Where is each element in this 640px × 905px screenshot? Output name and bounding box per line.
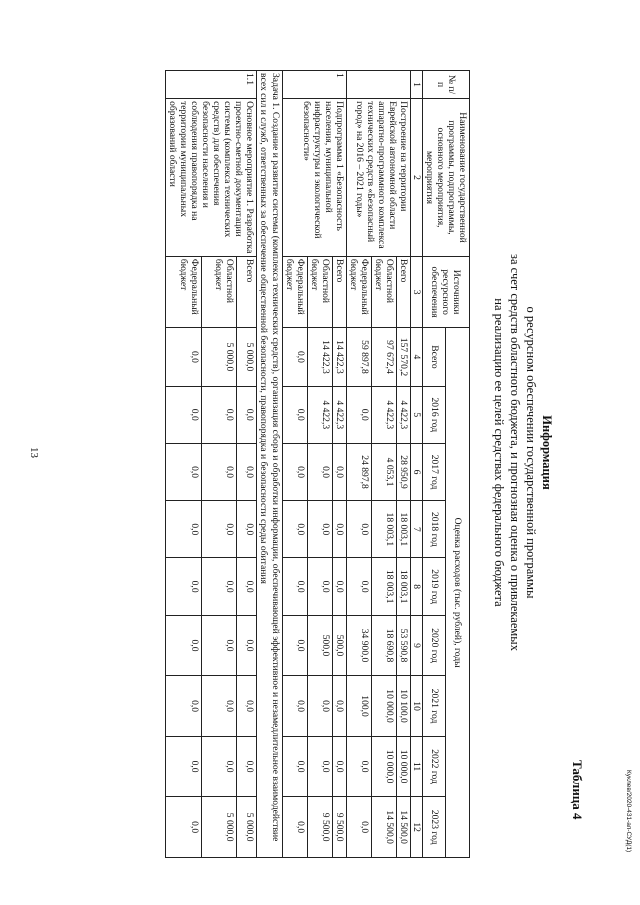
value-cell: 14 422,3: [333, 328, 347, 386]
value-cell: 0,0: [333, 443, 347, 500]
row-source: Всего: [333, 256, 347, 327]
value-cell: 5 000,0: [201, 797, 237, 858]
table-row: [333, 71, 347, 858]
value-cell: 0,0: [283, 501, 308, 558]
value-cell: 500,0: [333, 615, 347, 676]
header-total: Всего: [423, 328, 447, 386]
value-cell: 0,0: [347, 558, 372, 615]
page-number: 13: [28, 447, 40, 458]
value-cell: 14 500,0: [397, 797, 411, 858]
value-cell: 0,0: [166, 615, 202, 676]
value-cell: 0,0: [308, 443, 333, 500]
value-cell: 0,0: [201, 615, 237, 676]
value-cell: 0,0: [333, 501, 347, 558]
value-cell: 59 897,8: [347, 328, 372, 386]
value-cell: 14 422,3: [308, 328, 333, 386]
value-cell: 4 422,3: [397, 386, 411, 443]
value-cell: 0,0: [333, 676, 347, 737]
value-cell: 53 590,8: [397, 615, 411, 676]
value-cell: 0,0: [201, 386, 237, 443]
value-cell: 0,0: [283, 615, 308, 676]
value-cell: 4 422,3: [333, 386, 347, 443]
value-cell: 0,0: [308, 501, 333, 558]
value-cell: 0,0: [201, 501, 237, 558]
value-cell: 5 000,0: [237, 797, 257, 858]
value-cell: 0,0: [166, 328, 202, 386]
column-number: 7: [411, 501, 423, 558]
value-cell: 0,0: [166, 386, 202, 443]
value-cell: 0,0: [347, 797, 372, 858]
heading-line: за счет средств областного бюджета, и прогнозная оценка о привлекаемых: [508, 254, 522, 651]
column-number: 9: [411, 615, 423, 676]
value-cell: 0,0: [308, 736, 333, 797]
column-number: 6: [411, 443, 423, 500]
header-year: 2023 год: [423, 797, 447, 858]
value-cell: 0,0: [201, 676, 237, 737]
column-number: 8: [411, 558, 423, 615]
value-cell: 28 950,9: [397, 443, 411, 500]
column-number: 4: [411, 328, 423, 386]
value-cell: 4 422,3: [372, 386, 397, 443]
value-cell: 0,0: [166, 558, 202, 615]
header-row: [446, 71, 470, 858]
value-cell: 0,0: [201, 443, 237, 500]
header-num: № п/п: [423, 71, 470, 99]
value-cell: 97 672,4: [372, 328, 397, 386]
header-year: 2017 год: [423, 443, 447, 500]
value-cell: 9 500,0: [333, 797, 347, 858]
value-cell: 0,0: [166, 676, 202, 737]
value-cell: 18 003,1: [397, 558, 411, 615]
value-cell: 9 500,0: [308, 797, 333, 858]
table-row: [397, 71, 411, 858]
value-cell: 0,0: [347, 736, 372, 797]
value-cell: 10 100,0: [397, 676, 411, 737]
value-cell: 0,0: [237, 558, 257, 615]
column-number: 3: [411, 256, 423, 327]
header-year: 2016 год: [423, 386, 447, 443]
row-number: 1: [283, 71, 347, 99]
value-cell: 34 900,0: [347, 615, 372, 676]
row-name: Основное мероприятие 1. Разработка проектно-сметной документации системы (комплекса технических средств) для обеспечения безопасности населения и соблюдения правопорядка на территории муниципальных образований области: [166, 99, 257, 257]
header-year: 2020 год: [423, 615, 447, 676]
value-cell: 18 690,8: [372, 615, 397, 676]
row-source: Федеральный бюджет: [166, 256, 202, 327]
value-cell: 0,0: [283, 386, 308, 443]
value-cell: 0,0: [308, 676, 333, 737]
value-cell: 24 897,8: [347, 443, 372, 500]
row-number: 1.1: [166, 71, 257, 99]
table-row: [237, 71, 257, 858]
value-cell: 0,0: [283, 328, 308, 386]
document-code: Куклев/2020-431-ап-СУД(1): [625, 770, 632, 853]
header-name: Наименование государственной программы, подпрограммы, основного мероприятия, мероприятия: [423, 99, 470, 257]
value-cell: 18 003,1: [372, 558, 397, 615]
column-number: 2: [411, 99, 423, 257]
row-source: Областной бюджет: [372, 256, 397, 327]
resource-table: [165, 70, 470, 858]
task-text: Задача 1. Создание и развитие системы (комплекса технических средств), организация сбора и обработки информации, обеспечивающей эффективное и незамедлительное взаимодействие всех сил и служб, ответственных за обеспечение общественной безопасности, правопорядка и безопасности среды обитания: [257, 71, 283, 858]
value-cell: 4 053,1: [372, 443, 397, 500]
value-cell: 500,0: [308, 615, 333, 676]
value-cell: 0,0: [283, 443, 308, 500]
value-cell: 0,0: [201, 558, 237, 615]
row-source: Областной бюджет: [201, 256, 237, 327]
column-number: 1: [411, 71, 423, 99]
value-cell: 0,0: [237, 676, 257, 737]
value-cell: 0,0: [166, 736, 202, 797]
column-number: 10: [411, 676, 423, 737]
header-estimate: Оценка расходов (тыс. рублей), годы: [446, 328, 470, 858]
value-cell: 0,0: [333, 558, 347, 615]
header-year: 2019 год: [423, 558, 447, 615]
heading-line: о ресурсном обеспечении государственной программы: [524, 306, 538, 599]
table-heading: [491, 0, 555, 905]
value-cell: 0,0: [283, 736, 308, 797]
value-cell: 0,0: [237, 386, 257, 443]
value-cell: 0,0: [166, 443, 202, 500]
task-row: [257, 71, 283, 858]
value-cell: 0,0: [237, 501, 257, 558]
value-cell: 0,0: [283, 797, 308, 858]
value-cell: 14 500,0: [372, 797, 397, 858]
row-source: Федеральный бюджет: [347, 256, 372, 327]
row-source: Федеральный бюджет: [283, 256, 308, 327]
table-label: Таблица 4: [570, 760, 585, 820]
value-cell: 0,0: [237, 443, 257, 500]
row-name: Подпрограмма 1 «Безопасность населения, муниципальной инфраструктуры и экологической безопасности»: [283, 99, 347, 257]
value-cell: 0,0: [283, 558, 308, 615]
value-cell: 5 000,0: [237, 328, 257, 386]
row-number: [347, 71, 411, 99]
value-cell: 0,0: [347, 386, 372, 443]
header-source: Источники ресурсного обеспечения: [423, 256, 470, 327]
heading-line: на реализацию ее целей средствах федерального бюджета: [492, 298, 506, 607]
value-cell: 0,0: [237, 615, 257, 676]
value-cell: 0,0: [333, 736, 347, 797]
value-cell: 0,0: [308, 558, 333, 615]
value-cell: 157 570,2: [397, 328, 411, 386]
value-cell: 0,0: [166, 501, 202, 558]
value-cell: 10 000,0: [372, 736, 397, 797]
header-year: 2018 год: [423, 501, 447, 558]
value-cell: 10 000,0: [397, 736, 411, 797]
value-cell: 0,0: [283, 676, 308, 737]
row-source: Областной бюджет: [308, 256, 333, 327]
row-source: Всего: [397, 256, 411, 327]
value-cell: 18 003,1: [397, 501, 411, 558]
heading-line: Информация: [540, 415, 554, 490]
column-number: 5: [411, 386, 423, 443]
column-number-row: [411, 71, 423, 858]
value-cell: 0,0: [347, 501, 372, 558]
row-source: Всего: [237, 256, 257, 327]
value-cell: 0,0: [201, 736, 237, 797]
value-cell: 4 422,3: [308, 386, 333, 443]
value-cell: 0,0: [166, 797, 202, 858]
column-number: 12: [411, 797, 423, 858]
value-cell: 100,0: [347, 676, 372, 737]
header-year: 2022 год: [423, 736, 447, 797]
value-cell: 5 000,0: [201, 328, 237, 386]
value-cell: 0,0: [237, 736, 257, 797]
row-name: Построение на территории Еврейской автономной области аппаратно-программного комплекса технических средств «Безопасный город» на 2016 – 2021 годы»: [347, 99, 411, 257]
value-cell: 18 003,1: [372, 501, 397, 558]
value-cell: 10 000,0: [372, 676, 397, 737]
header-year: 2021 год: [423, 676, 447, 737]
column-number: 11: [411, 736, 423, 797]
